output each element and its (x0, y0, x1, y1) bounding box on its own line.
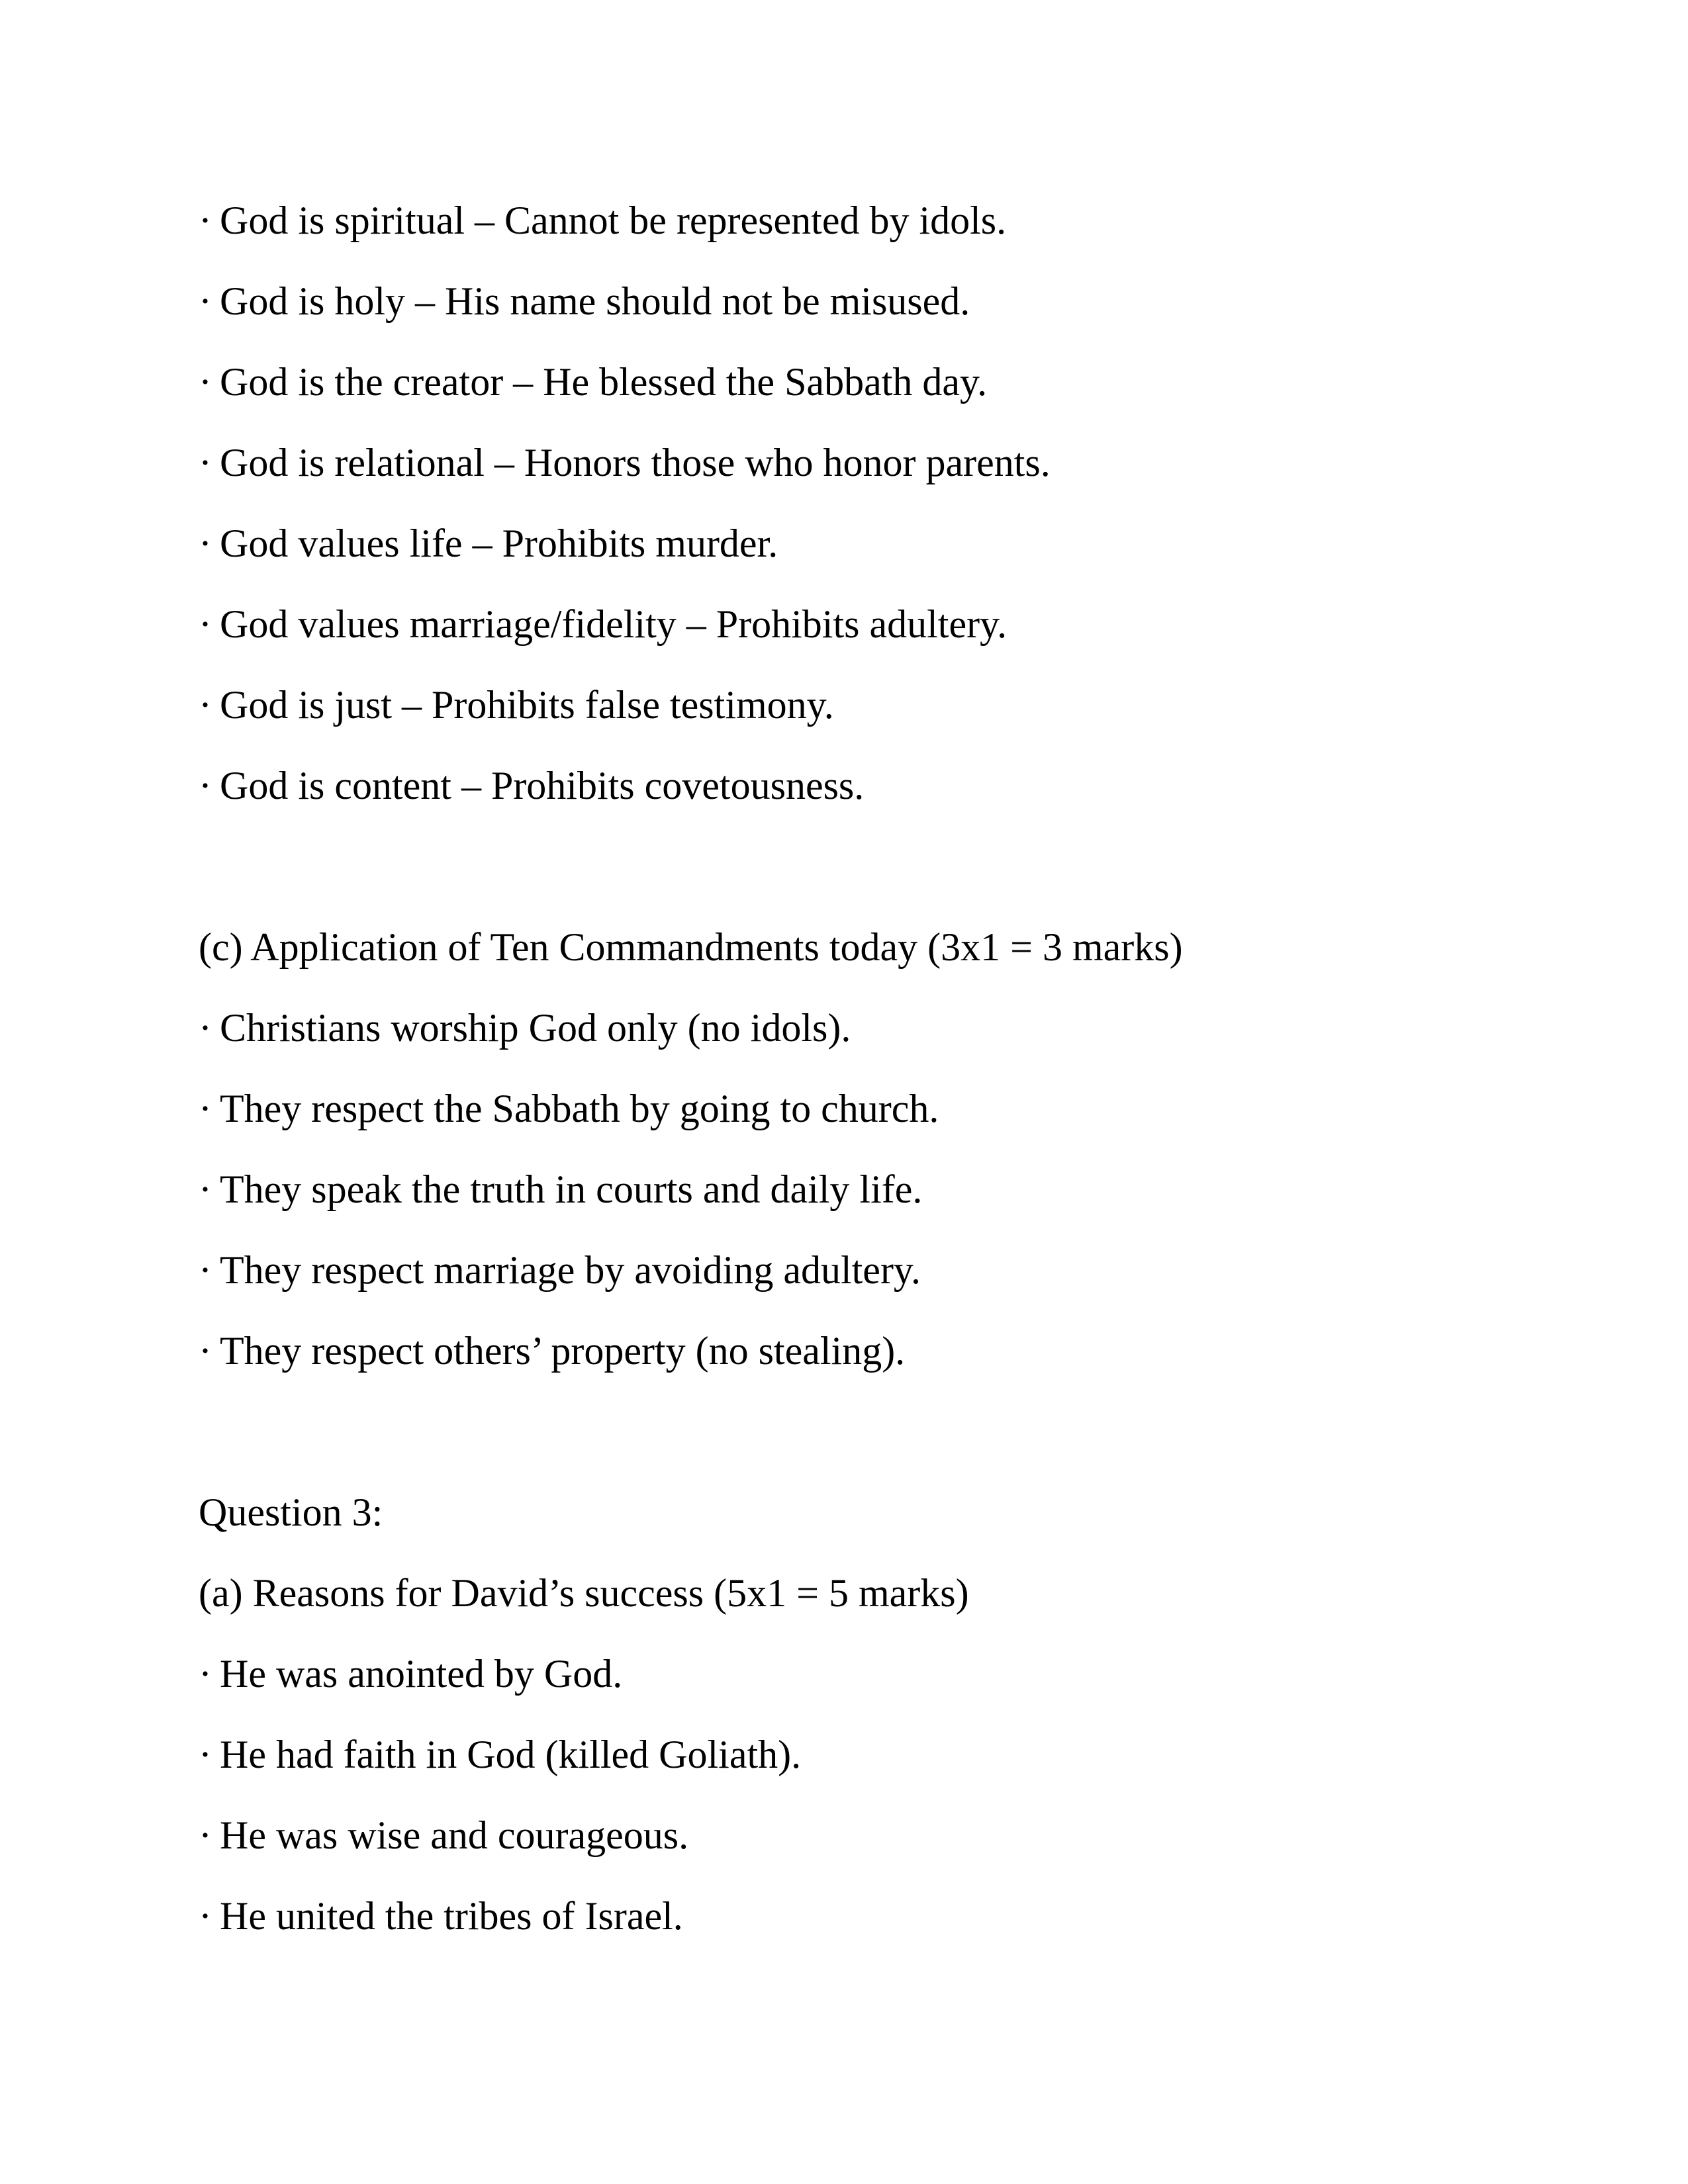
bullet-icon: · (199, 683, 212, 727)
list-item-text: He was anointed by God. (220, 1652, 623, 1696)
list-item (199, 341, 1523, 422)
question-3 (199, 1472, 1523, 1956)
list-item (199, 1795, 1523, 1876)
bullet-icon: · (199, 1733, 212, 1776)
question-title: Question 3: (199, 1490, 383, 1534)
list-item (199, 745, 1523, 826)
list-item (199, 664, 1523, 745)
list-item-text: God is just – Prohibits false testimony. (220, 683, 834, 727)
list-item (199, 1068, 1523, 1149)
list-item-text: Christians worship God only (no idols). (220, 1006, 851, 1050)
bullet-icon: · (199, 279, 212, 323)
bullet-icon: · (199, 1894, 212, 1938)
list-item (199, 987, 1523, 1068)
bullet-icon: · (199, 1248, 212, 1292)
bullet-icon: · (199, 1652, 212, 1696)
bullet-icon: · (199, 1167, 212, 1211)
list-item-text: He had faith in God (killed Goliath). (220, 1733, 802, 1776)
bullet-icon: · (199, 360, 212, 404)
list-item (199, 180, 1523, 261)
list-item-text: God is spiritual – Cannot be represented by idols. (220, 199, 1007, 242)
list-item-text: God is content – Prohibits covetousness. (220, 764, 865, 807)
list-item-text: They respect marriage by avoiding adultery. (220, 1248, 921, 1292)
list-item-text: God is relational – Honors those who honor parents. (220, 441, 1051, 484)
list-item (199, 1876, 1523, 1956)
list-item-text: God is the creator – He blessed the Sabbath day. (220, 360, 988, 404)
bullet-icon: · (199, 199, 212, 242)
list-item (199, 1633, 1523, 1714)
list-item-text: They speak the truth in courts and daily life. (220, 1167, 923, 1211)
bullet-icon: · (199, 1006, 212, 1050)
spacer (199, 1391, 1523, 1472)
list-item (199, 584, 1523, 664)
list-item-text: God values marriage/fidelity – Prohibits adultery. (220, 602, 1008, 646)
list-item (199, 1149, 1523, 1230)
list-item-text: God is holy – His name should not be misused. (220, 279, 970, 323)
bullet-icon: · (199, 602, 212, 646)
list-item (199, 1714, 1523, 1795)
section-heading: (a) Reasons for David’s success (5x1 = 5 marks) (199, 1571, 969, 1615)
bullet-icon: · (199, 441, 212, 484)
list-item (199, 422, 1523, 503)
section-heading: (c) Application of Ten Commandments today (3x1 = 3 marks) (199, 925, 1183, 969)
bullet-icon: · (199, 1813, 212, 1857)
list-item (199, 1230, 1523, 1310)
attributes-list (199, 180, 1523, 826)
section-c (199, 907, 1523, 1391)
bullet-icon: · (199, 764, 212, 807)
document-body (199, 180, 1523, 1956)
list-item-text: He was wise and courageous. (220, 1813, 689, 1857)
bullet-icon: · (199, 1329, 212, 1373)
list-item (199, 261, 1523, 341)
bullet-icon: · (199, 522, 212, 565)
bullet-icon: · (199, 1087, 212, 1130)
list-item-text: God values life – Prohibits murder. (220, 522, 778, 565)
spacer (199, 826, 1523, 907)
list-item-text: He united the tribes of Israel. (220, 1894, 683, 1938)
list-item-text: They respect the Sabbath by going to church. (220, 1087, 939, 1130)
list-item (199, 503, 1523, 584)
list-item (199, 1310, 1523, 1391)
list-item-text: They respect others’ property (no stealing). (220, 1329, 906, 1373)
